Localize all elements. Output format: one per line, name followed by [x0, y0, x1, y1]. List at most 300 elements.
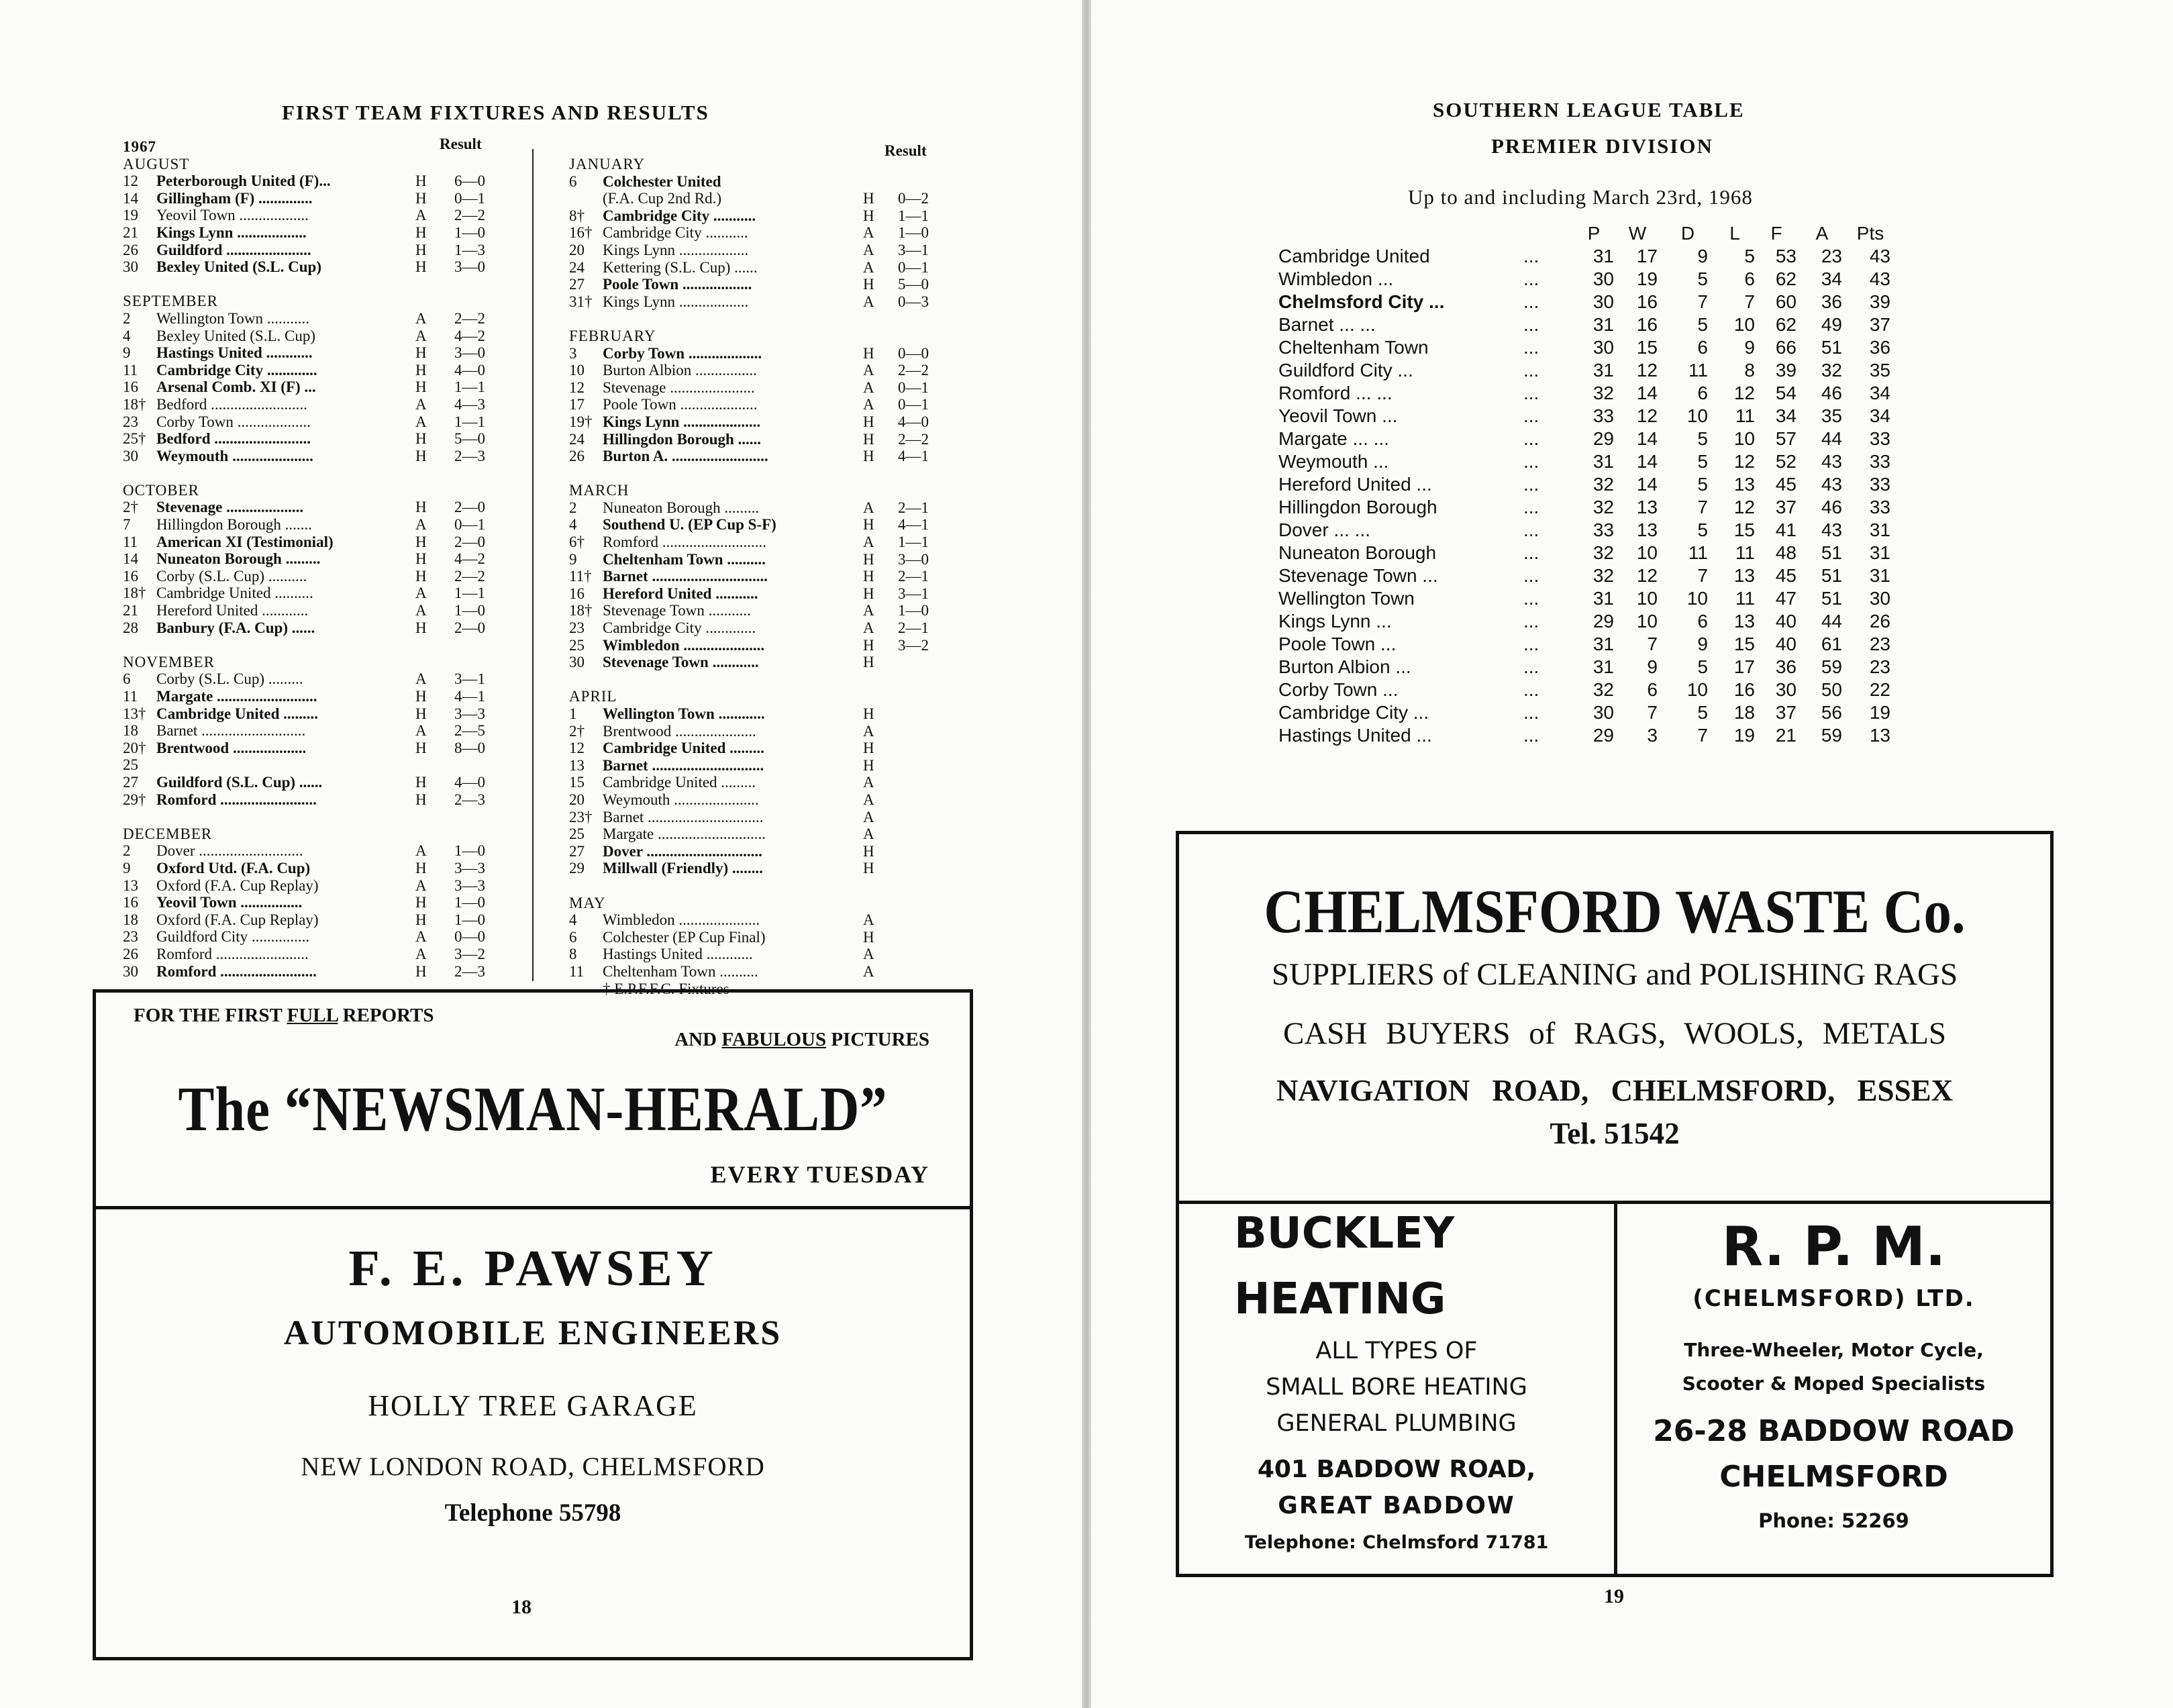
fixture-row — [569, 293, 945, 311]
league-row — [1278, 565, 1923, 588]
fixture-row — [569, 413, 945, 431]
league-stat: 12 — [1636, 360, 1658, 381]
league-stat: 7 — [1647, 634, 1658, 654]
fixture-date: 25 — [569, 636, 585, 654]
fixture-venue: A — [863, 774, 874, 791]
fixture-venue: A — [415, 395, 427, 413]
fixture-date: 16† — [569, 224, 593, 242]
fixture-row — [569, 740, 945, 757]
league-team: Hereford United ... — [1278, 474, 1432, 495]
month-label: MARCH — [569, 482, 629, 499]
league-stat: 30 — [1593, 337, 1614, 358]
fixture-date: 9 — [123, 859, 131, 876]
fixture-row — [123, 860, 499, 877]
fixture-opponent: Colchester (EP Cup Final) — [603, 928, 766, 946]
fixture-row — [123, 963, 499, 981]
league-stat: 23 — [1821, 246, 1842, 266]
league-stat: 12 — [1733, 497, 1755, 517]
fixture-opponent: Barnet ........................... — [156, 722, 306, 740]
fixture-result: 2—5 — [454, 722, 485, 740]
fixture-date: 19† — [569, 413, 593, 430]
league-stat: 33 — [1593, 519, 1614, 540]
fixture-date: 13† — [123, 705, 146, 722]
league-header-row — [1278, 223, 1923, 246]
month-label: OCTOBER — [123, 481, 199, 499]
league-stat: 15 — [1636, 337, 1658, 358]
rpm-line4: CHELMSFORD — [1719, 1460, 1948, 1494]
fixture-venue: H — [863, 756, 874, 774]
fixture-venue: A — [415, 516, 427, 534]
fixture-result: 0—3 — [898, 293, 929, 310]
fixture-date: 3 — [569, 344, 577, 362]
fixture-opponent: (F.A. Cup 2nd Rd.) — [603, 190, 722, 207]
fixture-row — [569, 242, 945, 259]
buckley-line5: GREAT BADDOW — [1278, 1492, 1515, 1519]
waste-line3: NAVIGATION ROAD, CHELMSFORD, ESSEX — [1276, 1074, 1954, 1107]
rpm-line1: Three-Wheeler, Motor Cycle, — [1684, 1339, 1984, 1361]
league-leader-dots: ... — [1523, 268, 1539, 289]
fixture-venue: A — [415, 842, 427, 860]
league-stat: 31 — [1593, 634, 1614, 654]
fixture-venue: H — [863, 654, 874, 671]
fixture-date: 8† — [569, 207, 585, 224]
league-stat: 39 — [1869, 291, 1890, 312]
fixture-result: 4—2 — [454, 327, 485, 344]
fixture-venue: H — [863, 842, 874, 860]
fixture-result: 0—1 — [898, 258, 929, 276]
league-stat: 43 — [1821, 451, 1842, 472]
spacer — [123, 464, 499, 482]
newsman-herald-ad — [93, 989, 973, 1660]
league-column-header: P — [1587, 223, 1601, 244]
league-stat: 40 — [1775, 611, 1797, 632]
fixture-date: 2† — [123, 499, 138, 516]
league-stat: 45 — [1775, 565, 1797, 586]
fixture-opponent: Corby Town ................... — [603, 344, 762, 362]
league-stat: 30 — [1593, 268, 1614, 289]
league-stat: 13 — [1733, 474, 1755, 495]
fixture-row — [569, 791, 945, 809]
fixture-venue: A — [863, 722, 874, 740]
league-stat: 21 — [1775, 725, 1797, 746]
league-stat: 44 — [1821, 428, 1842, 449]
fixture-opponent: Oxford (F.A. Cup Replay) — [156, 911, 319, 928]
league-stat: 12 — [1636, 565, 1658, 586]
league-stat: 17 — [1636, 246, 1658, 266]
fixture-result: 1—0 — [898, 224, 929, 242]
spacer — [569, 877, 945, 895]
league-stat: 14 — [1636, 428, 1658, 449]
fixture-date: 20 — [569, 791, 585, 808]
fixture-row — [569, 705, 945, 723]
herald-line1: FOR THE FIRST FULL REPORTS — [134, 1005, 434, 1026]
league-stat: 32 — [1593, 679, 1614, 700]
league-row — [1278, 337, 1923, 360]
fixture-date: 16 — [569, 585, 585, 602]
fixture-opponent: Romford ......................... — [156, 962, 317, 980]
fixture-venue: H — [415, 688, 427, 705]
spacer — [569, 310, 945, 328]
fixture-row — [123, 877, 499, 895]
fixture-row — [123, 670, 499, 688]
fixture-row — [123, 242, 499, 259]
month-heading — [123, 138, 499, 156]
league-stat: 14 — [1636, 451, 1658, 472]
fixture-opponent: Cambridge United ......... — [603, 740, 764, 757]
league-row — [1278, 519, 1923, 542]
fixture-date: 17 — [569, 396, 585, 413]
league-stat: 15 — [1733, 634, 1755, 654]
fixture-venue: H — [415, 894, 427, 911]
fixture-row — [569, 431, 945, 448]
fixture-date: 4 — [569, 516, 577, 534]
league-stat: 33 — [1869, 497, 1890, 517]
fixture-opponent: Weymouth ..................... — [156, 447, 313, 464]
fixture-venue: H — [415, 550, 427, 568]
league-stat: 19 — [1636, 268, 1658, 289]
fixture-row — [123, 722, 499, 740]
fixture-opponent: Banbury (F.A. Cup) ...... — [156, 619, 315, 636]
fixture-date: 6 — [569, 928, 577, 946]
league-stat: 7 — [1697, 725, 1708, 746]
fixture-opponent: Cambridge City ............. — [156, 361, 317, 379]
league-leader-dots: ... — [1523, 611, 1539, 632]
league-stat: 13 — [1733, 611, 1755, 632]
fixture-venue: A — [863, 241, 874, 258]
league-column-header: W — [1628, 223, 1647, 244]
fixture-opponent: Burton A. ......................... — [603, 448, 768, 465]
league-stat: 33 — [1869, 428, 1890, 449]
league-stat: 32 — [1593, 542, 1614, 563]
league-stat: 30 — [1869, 588, 1890, 609]
fixture-venue: H — [415, 962, 427, 980]
fixture-opponent: Kings Lynn .................... — [603, 413, 761, 430]
fixture-venue: A — [415, 876, 427, 894]
fixture-venue: A — [863, 396, 874, 413]
league-stat: 7 — [1697, 565, 1708, 586]
league-team: Guildford City ... — [1278, 360, 1413, 381]
fixture-venue: A — [415, 327, 427, 344]
fixture-opponent: Kings Lynn .................. — [603, 241, 749, 258]
league-stat: 6 — [1697, 611, 1708, 632]
month-label: AUGUST — [123, 155, 190, 172]
league-stat: 26 — [1869, 611, 1890, 632]
fixture-result: 1—1 — [898, 534, 929, 551]
fixture-result: 0—1 — [454, 516, 485, 534]
chelmsford-waste-ad — [1176, 831, 2054, 1577]
fixture-row — [123, 911, 499, 929]
fixture-opponent: Wimbledon ..................... — [603, 911, 760, 929]
herald-line2: AND FABULOUS PICTURES — [674, 1029, 929, 1050]
fixture-opponent: Hillingdon Borough ....... — [156, 516, 312, 534]
fixture-result: 4—1 — [898, 448, 929, 465]
fixture-opponent: Southend U. (EP Cup S-F) — [603, 516, 776, 534]
fixture-date: 13 — [123, 876, 138, 894]
waste-line1: SUPPLIERS of CLEANING and POLISHING RAGS — [1271, 957, 1958, 992]
league-leader-dots: ... — [1523, 565, 1539, 586]
league-stat: 34 — [1775, 405, 1797, 426]
fixture-date: 25 — [123, 756, 138, 774]
fixture-row — [569, 619, 945, 637]
fixture-row — [123, 894, 499, 911]
fixture-result: 2—2 — [454, 207, 485, 224]
fixture-opponent: Burton Albion ................ — [603, 362, 758, 379]
buckley-line1: ALL TYPES OF — [1315, 1338, 1478, 1364]
league-stat: 32 — [1593, 474, 1614, 495]
league-stat: 34 — [1869, 383, 1890, 403]
fixture-venue: A — [415, 309, 427, 327]
league-team: Cheltenham Town — [1278, 337, 1429, 358]
fixture-opponent: Peterborough United (F)... — [156, 172, 331, 190]
league-stat: 36 — [1821, 291, 1842, 312]
fixture-row — [123, 705, 499, 723]
fixture-result: 0—2 — [898, 190, 929, 207]
league-column-header: F — [1770, 223, 1782, 244]
fixture-date: 28 — [123, 619, 138, 636]
league-stat: 13 — [1869, 725, 1890, 746]
fixture-venue: A — [863, 825, 874, 843]
fixture-result: 4—1 — [454, 688, 485, 705]
fixture-date: 31† — [569, 293, 593, 310]
league-stat: 9 — [1697, 634, 1708, 654]
league-team: Kings Lynn ... — [1278, 611, 1392, 632]
league-stat: 45 — [1775, 474, 1797, 495]
league-stat: 16 — [1636, 314, 1658, 335]
fixture-row — [569, 499, 945, 517]
month-heading — [569, 328, 945, 345]
league-stat: 34 — [1821, 268, 1842, 289]
league-row — [1278, 291, 1923, 314]
fixture-opponent: Poole Town .................... — [603, 396, 758, 413]
fixture-opponent: Cheltenham Town .......... — [603, 550, 766, 568]
fixture-result: 2—3 — [454, 447, 485, 464]
league-stat: 60 — [1775, 291, 1797, 312]
month-label: 1967 — [123, 138, 156, 155]
fixture-row — [123, 516, 499, 534]
league-team: Wellington Town — [1278, 588, 1415, 609]
league-stat: 10 — [1636, 542, 1658, 563]
fixture-date: 18† — [569, 602, 593, 619]
fixture-date: 2† — [569, 722, 585, 740]
fixture-opponent: Kings Lynn .................. — [603, 293, 749, 310]
league-leader-dots: ... — [1523, 428, 1539, 449]
league-column-header: L — [1729, 223, 1740, 244]
league-row — [1278, 725, 1923, 748]
fixture-venue: A — [863, 293, 874, 310]
league-stat: 57 — [1775, 428, 1797, 449]
fixture-opponent: Dover .............................. — [603, 842, 762, 860]
fixture-row — [123, 190, 499, 207]
fixture-date: 30 — [123, 447, 138, 464]
fixture-venue: H — [415, 361, 427, 379]
fixture-opponent: Stevenage .................... — [156, 499, 304, 516]
fixture-date: 20 — [569, 241, 585, 258]
league-stat: 5 — [1697, 428, 1708, 449]
league-stat: 37 — [1775, 497, 1797, 517]
fixture-date: 11 — [123, 361, 138, 379]
fixture-opponent: Bedford ......................... — [156, 395, 307, 413]
fixture-result: 4—0 — [898, 413, 929, 430]
league-stat: 31 — [1593, 656, 1614, 677]
result-heading-right: Result — [885, 142, 927, 159]
fixture-opponent: Hastings United ............ — [156, 344, 313, 362]
fixture-date: 29 — [569, 860, 585, 877]
fixture-venue: H — [863, 860, 874, 877]
league-stat: 10 — [1733, 428, 1755, 449]
fixture-result: 4—1 — [898, 516, 929, 534]
fixture-result: 4—3 — [454, 395, 485, 413]
fixture-venue: A — [863, 619, 874, 637]
fixture-result: 2—3 — [454, 791, 485, 808]
fixture-result: 3—2 — [898, 636, 929, 654]
fixture-row — [123, 946, 499, 963]
league-team: Hastings United ... — [1278, 725, 1432, 746]
fixture-date: 18 — [123, 911, 138, 928]
buckley-line2: SMALL BORE HEATING — [1266, 1374, 1527, 1401]
fixture-opponent: Dover ........................... — [156, 842, 303, 860]
fixture-date: 14 — [123, 550, 138, 568]
fixture-row — [569, 946, 945, 963]
fixture-row — [569, 259, 945, 277]
league-stat: 6 — [1697, 337, 1708, 358]
league-team: Dover ... ... — [1278, 519, 1370, 540]
fixture-result: 6—0 — [454, 172, 485, 190]
fixture-row — [569, 190, 945, 207]
fixture-venue: H — [415, 619, 427, 636]
fixture-venue: H — [863, 568, 874, 585]
fixture-result: 2—2 — [898, 362, 929, 379]
month-label: DECEMBER — [123, 825, 213, 842]
fixture-date: 2 — [569, 499, 577, 516]
league-leader-dots: ... — [1523, 405, 1539, 426]
fixture-venue: A — [415, 602, 427, 619]
fixture-venue: A — [863, 362, 874, 379]
fixture-result: 4—2 — [454, 550, 485, 568]
fixture-venue: A — [863, 499, 874, 516]
league-stat: 41 — [1775, 519, 1797, 540]
fixture-date: 21 — [123, 602, 138, 619]
league-stat: 32 — [1593, 383, 1614, 403]
fixture-date: 24 — [569, 430, 585, 448]
league-leader-dots: ... — [1523, 497, 1539, 517]
league-team: Cambridge United — [1278, 246, 1430, 266]
fixture-venue: A — [863, 379, 874, 396]
league-stat: 32 — [1593, 565, 1614, 586]
fixture-date: 6 — [569, 172, 577, 190]
fixture-row — [569, 362, 945, 379]
league-team: Stevenage Town ... — [1278, 565, 1438, 586]
league-stat: 31 — [1869, 565, 1890, 586]
fixture-result: 3—3 — [454, 876, 485, 894]
league-stat: 12 — [1636, 405, 1658, 426]
league-stat: 51 — [1821, 588, 1842, 609]
league-stat: 29 — [1593, 428, 1614, 449]
fixture-row — [123, 362, 499, 379]
league-stat: 13 — [1636, 519, 1658, 540]
league-row — [1278, 246, 1923, 268]
fixture-venue: A — [863, 946, 874, 963]
league-team: Chelmsford City ... — [1278, 291, 1445, 312]
fixture-date: 21 — [123, 223, 138, 241]
spacer — [123, 276, 499, 293]
fixture-venue: H — [415, 705, 427, 722]
rpm-sub: (CHELMSFORD) LTD. — [1692, 1285, 1975, 1312]
league-stat: 31 — [1593, 246, 1614, 266]
fixture-row — [569, 602, 945, 619]
fixture-row — [123, 619, 499, 637]
buckley-line4: 401 BADDOW ROAD, — [1257, 1456, 1536, 1483]
fixture-date: 26 — [123, 241, 138, 258]
fixture-date: 12 — [569, 379, 585, 396]
fixture-opponent: Romford ......................... — [156, 791, 317, 808]
spacer — [569, 671, 945, 689]
fixture-opponent: Nuneaton Borough ......... — [156, 550, 321, 568]
league-stat: 44 — [1821, 611, 1842, 632]
league-stat: 3 — [1647, 725, 1658, 746]
fixture-row — [569, 843, 945, 860]
month-label: SEPTEMBER — [123, 293, 218, 310]
fixture-date: 10 — [569, 362, 585, 379]
league-stat: 18 — [1733, 702, 1755, 723]
fixture-opponent: † E.P.F.F.C. Fixtures — [603, 980, 729, 997]
league-stat: 31 — [1593, 451, 1614, 472]
fixture-date: 30 — [123, 962, 138, 980]
league-stat: 52 — [1775, 451, 1797, 472]
fixture-result: 2—0 — [454, 499, 485, 516]
fixture-date: 11† — [569, 568, 592, 585]
spacer — [569, 465, 945, 483]
league-team: Yeovil Town ... — [1278, 405, 1398, 426]
league-stat: 9 — [1697, 246, 1708, 266]
league-row — [1278, 314, 1923, 337]
fixture-date: 9 — [123, 344, 131, 362]
fixture-row — [123, 430, 499, 448]
league-leader-dots: ... — [1523, 588, 1539, 609]
fixture-venue: A — [415, 413, 427, 430]
fixture-result: 2—1 — [898, 568, 929, 585]
fixture-row — [569, 207, 945, 225]
fixture-result: 0—0 — [454, 928, 485, 946]
fixture-opponent: Romford ........................... — [603, 534, 767, 551]
fixture-date: 15 — [569, 774, 585, 791]
league-stat: 10 — [1686, 679, 1708, 700]
month-label: MAY — [569, 894, 606, 911]
pawsey-line1: AUTOMOBILE ENGINEERS — [283, 1314, 782, 1352]
month-heading — [123, 293, 499, 310]
fixture-row — [569, 396, 945, 413]
fixture-date: 11 — [123, 688, 138, 705]
fixture-row — [123, 379, 499, 396]
fixture-date: 7 — [123, 516, 131, 534]
league-stat: 5 — [1697, 474, 1708, 495]
league-stat: 62 — [1775, 314, 1797, 335]
fixture-opponent: Corby (S.L. Cup) ......... — [156, 670, 303, 688]
fixture-opponent: Brentwood ................... — [156, 739, 307, 756]
fixture-date: 23 — [569, 619, 585, 637]
fixture-row — [123, 328, 499, 345]
league-stat: 33 — [1593, 405, 1614, 426]
league-stat: 35 — [1869, 360, 1890, 381]
page-number-19: 19 — [1604, 1585, 1624, 1607]
league-stat: 10 — [1686, 405, 1708, 426]
fixture-opponent: Nuneaton Borough ......... — [603, 499, 760, 516]
fixture-venue: H — [863, 276, 874, 293]
league-stat: 14 — [1636, 474, 1658, 495]
league-leader-dots: ... — [1523, 337, 1539, 358]
rpm-line3: 26-28 BADDOW ROAD — [1653, 1414, 2015, 1448]
league-stat: 43 — [1869, 246, 1890, 266]
fixture-venue: H — [863, 705, 874, 722]
